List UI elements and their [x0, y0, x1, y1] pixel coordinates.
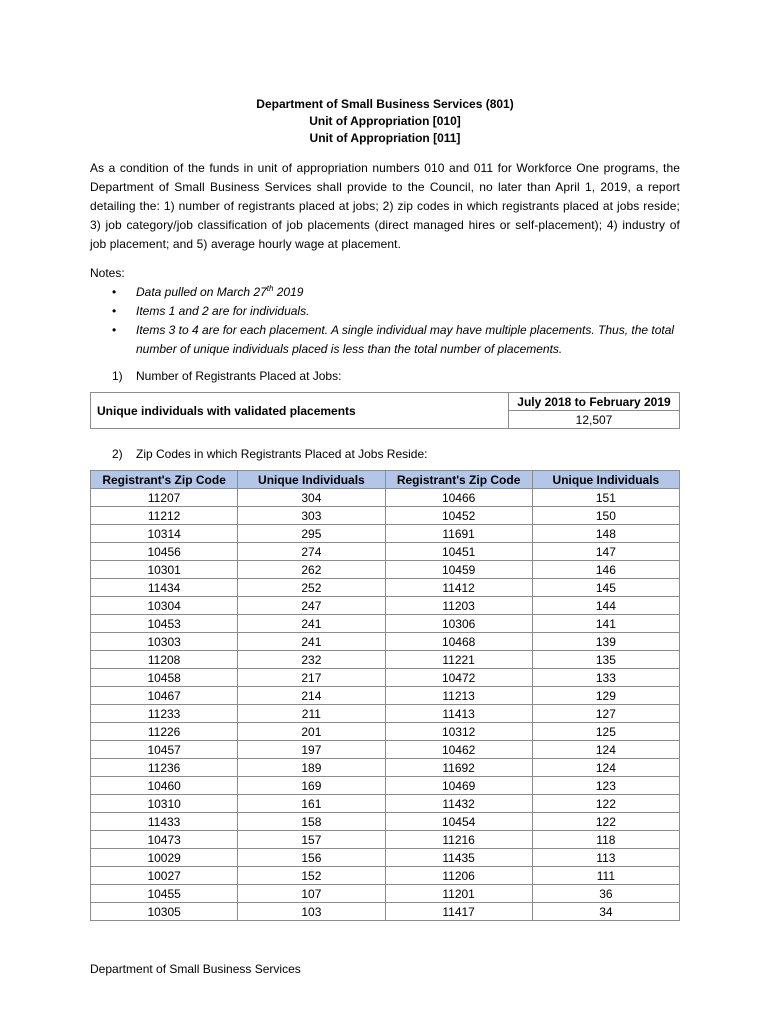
table-cell: 11413: [385, 705, 532, 723]
table-row: [91, 759, 680, 777]
page-footer: Department of Small Business Services: [90, 962, 301, 976]
table-row: [91, 633, 680, 651]
table-cell: 125: [532, 723, 679, 741]
table-row: [91, 561, 680, 579]
table-row: [91, 903, 680, 921]
table-cell: 11226: [91, 723, 238, 741]
table-cell: 232: [238, 651, 385, 669]
table-cell: 10453: [91, 615, 238, 633]
table-cell: 10456: [91, 543, 238, 561]
table-cell: 122: [532, 795, 679, 813]
table-cell: 36: [532, 885, 679, 903]
table-cell: 11201: [385, 885, 532, 903]
table-row: [91, 813, 680, 831]
document-page: [90, 96, 680, 921]
table-cell: 156: [238, 849, 385, 867]
table-cell: 122: [532, 813, 679, 831]
notes-list: [90, 283, 680, 359]
table-cell: 10303: [91, 633, 238, 651]
table-cell: 211: [238, 705, 385, 723]
section-2-heading: 2) Zip Codes in which Registrants Placed at Jobs Reside:: [112, 447, 428, 461]
table-cell: 11208: [91, 651, 238, 669]
table-cell: 124: [532, 741, 679, 759]
table-row: [91, 831, 680, 849]
table-row: [91, 597, 680, 615]
table-cell: 11221: [385, 651, 532, 669]
table-cell: 10472: [385, 669, 532, 687]
table-cell: 10305: [91, 903, 238, 921]
table-cell: 11412: [385, 579, 532, 597]
table-cell: 111: [532, 867, 679, 885]
table-cell: 201: [238, 723, 385, 741]
table-row: [91, 507, 680, 525]
table-cell: 189: [238, 759, 385, 777]
table-cell: 169: [238, 777, 385, 795]
table-cell: 247: [238, 597, 385, 615]
table-cell: 145: [532, 579, 679, 597]
table-cell: 10459: [385, 561, 532, 579]
table-row: [91, 579, 680, 597]
note-item: • Items 1 and 2 are for individuals.: [90, 302, 680, 321]
table-cell: 10473: [91, 831, 238, 849]
table-cell: 11691: [385, 525, 532, 543]
table-cell: 11233: [91, 705, 238, 723]
table-cell: 139: [532, 633, 679, 651]
table-cell: 295: [238, 525, 385, 543]
table-cell: 141: [532, 615, 679, 633]
table-cell: 197: [238, 741, 385, 759]
table-cell: 10451: [385, 543, 532, 561]
table-row: [91, 615, 680, 633]
table-cell: 150: [532, 507, 679, 525]
zip-codes-body: [91, 489, 680, 921]
table-cell: 11212: [91, 507, 238, 525]
table-cell: 157: [238, 831, 385, 849]
table-row: [91, 849, 680, 867]
header-line-1: Department of Small Business Services (801): [256, 97, 514, 111]
table-cell: 10466: [385, 489, 532, 507]
table-cell: 10458: [91, 669, 238, 687]
table-cell: 304: [238, 489, 385, 507]
table-row: [91, 795, 680, 813]
table-cell: 10306: [385, 615, 532, 633]
table-cell: 148: [532, 525, 679, 543]
table-cell: 10312: [385, 723, 532, 741]
header-line-3: Unit of Appropriation [011]: [309, 131, 461, 145]
table-cell: 10469: [385, 777, 532, 795]
bullet-icon: •: [112, 323, 117, 337]
table-cell: 11434: [91, 579, 238, 597]
table-cell: 135: [532, 651, 679, 669]
table-cell: 152: [238, 867, 385, 885]
intro-paragraph: As a condition of the funds in unit of appropriation numbers 010 and 011 for Workforce One programs, the Department of Small Business Services shall provide to the Council, no later than April 1, 2019, a report detailing the: 1) number of registrants placed at jobs; 2) zip codes in which registrants placed at jobs reside; 3) job category/job classification of job placements (direct managed hires or self-placement); 4) industry of job placement; and 5) average hourly wage at placement.: [90, 161, 680, 251]
table-cell: 118: [532, 831, 679, 849]
table-cell: 10301: [91, 561, 238, 579]
table-cell: 11236: [91, 759, 238, 777]
table-cell: 11206: [385, 867, 532, 885]
table-cell: 10310: [91, 795, 238, 813]
table-cell: 151: [532, 489, 679, 507]
table-row: [91, 723, 680, 741]
table-row: [91, 489, 680, 507]
table-cell: 10304: [91, 597, 238, 615]
table-cell: 127: [532, 705, 679, 723]
table-cell: 107: [238, 885, 385, 903]
table-cell: 262: [238, 561, 385, 579]
table-cell: 10027: [91, 867, 238, 885]
table-cell: 10455: [91, 885, 238, 903]
note-item: • Items 3 to 4 are for each placement. A single individual may have multiple placements. Thus, the total number of unique individuals placed is less than the total number of placements.: [112, 323, 675, 356]
table-cell: 34: [532, 903, 679, 921]
table-cell: 274: [238, 543, 385, 561]
table-cell: 11433: [91, 813, 238, 831]
table-cell: 158: [238, 813, 385, 831]
table-cell: 214: [238, 687, 385, 705]
table-cell: 144: [532, 597, 679, 615]
table-cell: 10460: [91, 777, 238, 795]
table-row: [91, 669, 680, 687]
placements-table: [90, 392, 680, 429]
table-cell: 161: [238, 795, 385, 813]
table-cell: 11692: [385, 759, 532, 777]
bullet-icon: •: [112, 304, 117, 318]
table-cell: 303: [238, 507, 385, 525]
table-cell: 11432: [385, 795, 532, 813]
notes-heading: Notes:: [90, 266, 125, 280]
table-row: [91, 741, 680, 759]
zip-codes-table: [90, 470, 680, 921]
column-header: Unique Individuals: [238, 471, 385, 489]
column-header: Registrant's Zip Code: [385, 471, 532, 489]
placements-period-header: July 2018 to February 2019: [509, 393, 680, 411]
table-cell: 11216: [385, 831, 532, 849]
table-cell: 10457: [91, 741, 238, 759]
table-cell: 129: [532, 687, 679, 705]
table-row: [91, 543, 680, 561]
table-cell: 241: [238, 633, 385, 651]
table-cell: 11417: [385, 903, 532, 921]
column-header: Unique Individuals: [532, 471, 679, 489]
bullet-icon: •: [112, 285, 117, 299]
table-cell: 11435: [385, 849, 532, 867]
table-cell: 123: [532, 777, 679, 795]
header-line-2: Unit of Appropriation [010]: [309, 114, 461, 128]
table-cell: 252: [238, 579, 385, 597]
table-cell: 133: [532, 669, 679, 687]
table-cell: 10468: [385, 633, 532, 651]
table-row: [91, 867, 680, 885]
table-cell: 217: [238, 669, 385, 687]
document-header: [90, 96, 680, 147]
table-row: [91, 705, 680, 723]
table-row: [91, 687, 680, 705]
placements-value: 12,507: [509, 411, 680, 429]
placements-row-label: Unique individuals with validated placements: [91, 393, 509, 429]
column-header: Registrant's Zip Code: [91, 471, 238, 489]
table-cell: 147: [532, 543, 679, 561]
table-cell: 10452: [385, 507, 532, 525]
table-cell: 10462: [385, 741, 532, 759]
table-row: [91, 885, 680, 903]
table-cell: 11213: [385, 687, 532, 705]
table-cell: 113: [532, 849, 679, 867]
table-cell: 10029: [91, 849, 238, 867]
table-cell: 11207: [91, 489, 238, 507]
table-cell: 241: [238, 615, 385, 633]
section-1-heading: 1) Number of Registrants Placed at Jobs:: [112, 369, 342, 383]
table-cell: 103: [238, 903, 385, 921]
table-cell: 10314: [91, 525, 238, 543]
table-row: [91, 777, 680, 795]
table-cell: 11203: [385, 597, 532, 615]
note-item: • Data pulled on March 27th 2019: [90, 283, 680, 302]
table-cell: 124: [532, 759, 679, 777]
table-cell: 10467: [91, 687, 238, 705]
table-cell: 10454: [385, 813, 532, 831]
table-row: [91, 651, 680, 669]
table-row: [91, 525, 680, 543]
table-cell: 146: [532, 561, 679, 579]
